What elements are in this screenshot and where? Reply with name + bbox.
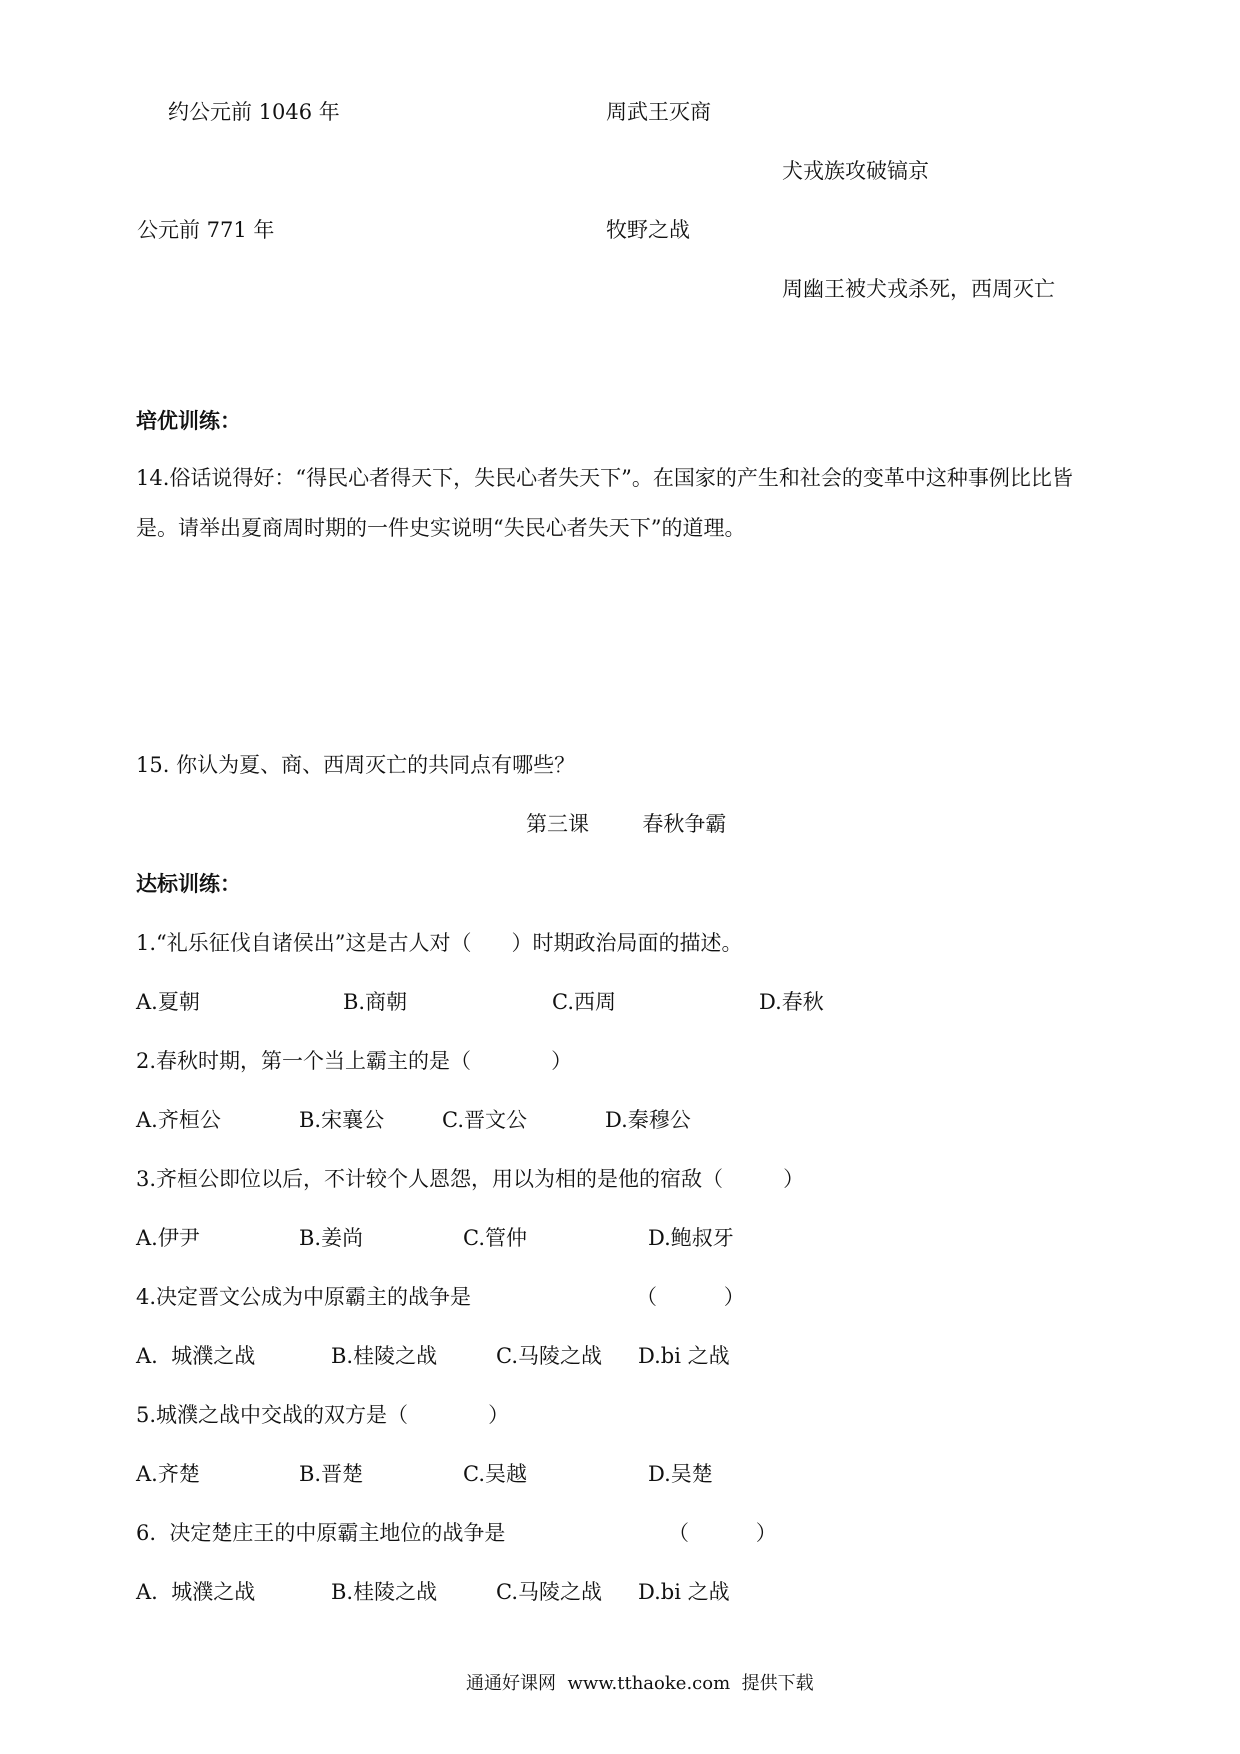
question-6-option-b: B.桂陵之战: [331, 1580, 438, 1604]
question-1-option-a: A.夏朝: [136, 990, 200, 1014]
match-right-2: 周幽王被犬戎杀死，西周灭亡: [782, 277, 1055, 301]
q15: 15. 你认为夏、商、西周灭亡的共同点有哪些？: [136, 753, 576, 777]
match-right-1: 犬戎族攻破镐京: [782, 159, 929, 183]
question-3-option-b: B.姜尚: [299, 1226, 364, 1250]
match-left-1: 约公元前 1046 年: [168, 100, 340, 124]
question-2-option-d: D.秦穆公: [605, 1108, 691, 1132]
question-3-option-a: A.伊尹: [136, 1226, 200, 1250]
match-left-2: 公元前 771 年: [137, 218, 275, 242]
question-1-option-d: D.春秋: [759, 990, 824, 1014]
question-5-option-c: C.吴越: [463, 1462, 527, 1486]
question-2-option-a: A.齐桓公: [136, 1108, 221, 1132]
question-6-option-d: D.bi 之战: [638, 1580, 730, 1604]
question-2-stem: 2.春秋时期，第一个当上霸主的是（ ）: [136, 1049, 573, 1073]
match-mid-1: 周武王灭商: [606, 100, 711, 124]
question-4-answer-paren: （ ）: [636, 1285, 745, 1309]
question-4-option-b: B.桂陵之战: [331, 1344, 438, 1368]
question-2-option-b: B.宋襄公: [299, 1108, 385, 1132]
question-6-option-a: A. 城濮之战: [136, 1580, 256, 1604]
question-5-stem: 5.城濮之战中交战的双方是（ ）: [136, 1403, 510, 1427]
match-mid-2: 牧野之战: [606, 218, 690, 242]
question-4-option-c: C.马陵之战: [496, 1344, 602, 1368]
question-6-option-c: C.马陵之战: [496, 1580, 602, 1604]
question-6-answer-paren: （ ）: [668, 1521, 777, 1545]
question-5-option-d: D.吴楚: [648, 1462, 713, 1486]
question-5-option-b: B.晋楚: [299, 1462, 364, 1486]
question-3-option-d: D.鲍叔牙: [648, 1226, 734, 1250]
question-4-option-a: A. 城濮之战: [136, 1344, 256, 1368]
question-1-option-c: C.西周: [552, 990, 616, 1014]
q14-line-2: 是。请举出夏商周时期的一件史实说明“失民心者失天下”的道理。: [136, 516, 746, 540]
question-4-stem: 4.决定晋文公成为中原霸主的战争是: [136, 1285, 472, 1309]
page-footer: 通通好课网 www.tthaoke.com 提供下载: [466, 1673, 814, 1694]
section-heading-dabiao: 达标训练：: [136, 872, 241, 896]
question-5-option-a: A.齐楚: [136, 1462, 200, 1486]
question-2-option-c: C.晋文公: [442, 1108, 527, 1132]
lesson-title: 第三课 春秋争霸: [526, 812, 727, 836]
section-heading-peiyou: 培优训练：: [136, 409, 241, 433]
question-6-stem: 6. 决定楚庄王的中原霸主地位的战争是: [136, 1521, 506, 1545]
question-1-stem: 1.“礼乐征伐自诸侯出”这是古人对（ ）时期政治局面的描述。: [136, 931, 743, 955]
question-4-option-d: D.bi 之战: [638, 1344, 730, 1368]
question-3-stem: 3.齐桓公即位以后，不计较个人恩怨，用以为相的是他的宿敌（ ）: [136, 1167, 805, 1191]
question-1-option-b: B.商朝: [343, 990, 408, 1014]
question-3-option-c: C.管仲: [463, 1226, 527, 1250]
q14-line-1: 14.俗话说得好：“得民心者得天下，失民心者失天下”。在国家的产生和社会的变革中这种事例比比皆: [136, 466, 1073, 490]
